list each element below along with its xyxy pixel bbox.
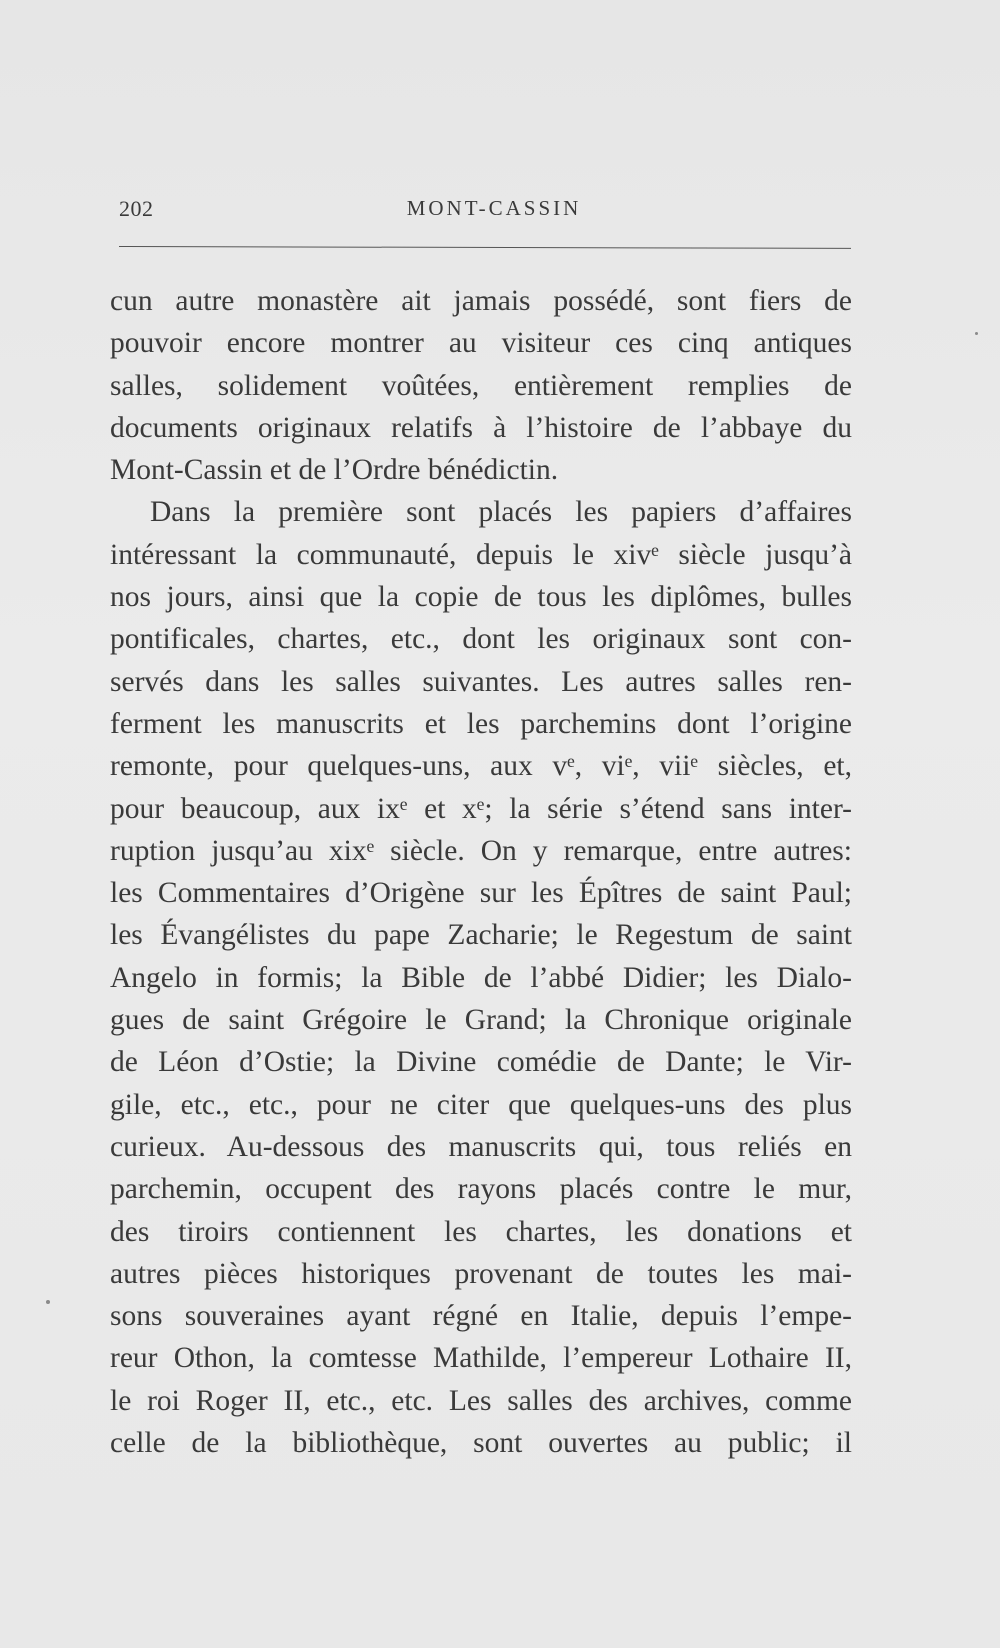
text-line: gile, etc., etc., pour ne citer que quelques-uns des plus <box>110 1088 852 1121</box>
text-line: ferment les manuscrits et les parchemins dont l’origine <box>110 707 852 740</box>
text-line: de Léon d’Ostie; la Divine comédie de Dante; le Vir- <box>110 1046 852 1079</box>
text-line: intéressant la communauté, depuis le xivᵉ siècle jusqu’à <box>110 538 852 571</box>
paper-speck <box>46 1300 50 1304</box>
text-line: pouvoir encore montrer au visiteur ces cinq antiques <box>110 327 852 360</box>
text-line: cun autre monastère ait jamais possédé, sont fiers de <box>110 285 852 317</box>
paragraph-first-line: Dans la première sont placés les papiers d’affaires <box>150 496 852 529</box>
text-line: ruption jusqu’au xixᵉ siècle. On y remarque, entre autres: <box>110 834 852 867</box>
running-title: MONT-CASSIN <box>406 196 582 220</box>
text-line: pontificales, chartes, etc., dont les originaux sont con- <box>110 623 852 656</box>
text-line: Angelo in formis; la Bible de l’abbé Didier; les Dialo- <box>110 961 852 994</box>
text-line: servés dans les salles suivantes. Les autres salles ren- <box>110 665 852 698</box>
text-line: des tiroirs contiennent les chartes, les donations et <box>110 1215 852 1248</box>
text-line: nos jours, ainsi que la copie de tous les diplômes, bulles <box>110 581 852 614</box>
text-line: les Commentaires d’Origène sur les Épîtres de saint Paul; <box>110 877 852 910</box>
running-head <box>119 196 851 226</box>
text-line: pour beaucoup, aux ixᵉ et xᵉ; la série s’étend sans inter- <box>110 792 852 825</box>
text-line: documents originaux relatifs à l’histoire de l’abbaye du <box>110 411 852 444</box>
text-line: sons souveraines ayant régné en Italie, depuis l’empe- <box>110 1300 852 1333</box>
text-line: parchemin, occupent des rayons placés contre le mur, <box>110 1173 852 1206</box>
text-line: les Évangélistes du pape Zacharie; le Regestum de saint <box>110 919 852 952</box>
text-line: reur Othon, la comtesse Mathilde, l’empereur Lothaire II, <box>110 1342 852 1375</box>
body-text <box>110 280 852 1464</box>
paper-speck <box>975 332 978 335</box>
text-line: autres pièces historiques provenant de toutes les mai- <box>110 1257 852 1290</box>
text-line: le roi Roger II, etc., etc. Les salles des archives, comme <box>110 1384 852 1417</box>
header-rule <box>119 246 851 249</box>
text-line: salles, solidement voûtées, entièrement remplies de <box>110 369 852 402</box>
text-line: celle de la bibliothèque, sont ouvertes au public; il <box>110 1427 852 1460</box>
text-line: curieux. Au-dessous des manuscrits qui, tous reliés en <box>110 1130 852 1163</box>
page-number: 202 <box>119 196 154 221</box>
text-line: gues de saint Grégoire le Grand; la Chronique originale <box>110 1004 852 1037</box>
text-line: remonte, pour quelques-uns, aux vᵉ, viᵉ, viiᵉ siècles, et, <box>110 750 852 783</box>
text-line: Mont-Cassin et de l’Ordre bénédictin. <box>110 454 559 487</box>
